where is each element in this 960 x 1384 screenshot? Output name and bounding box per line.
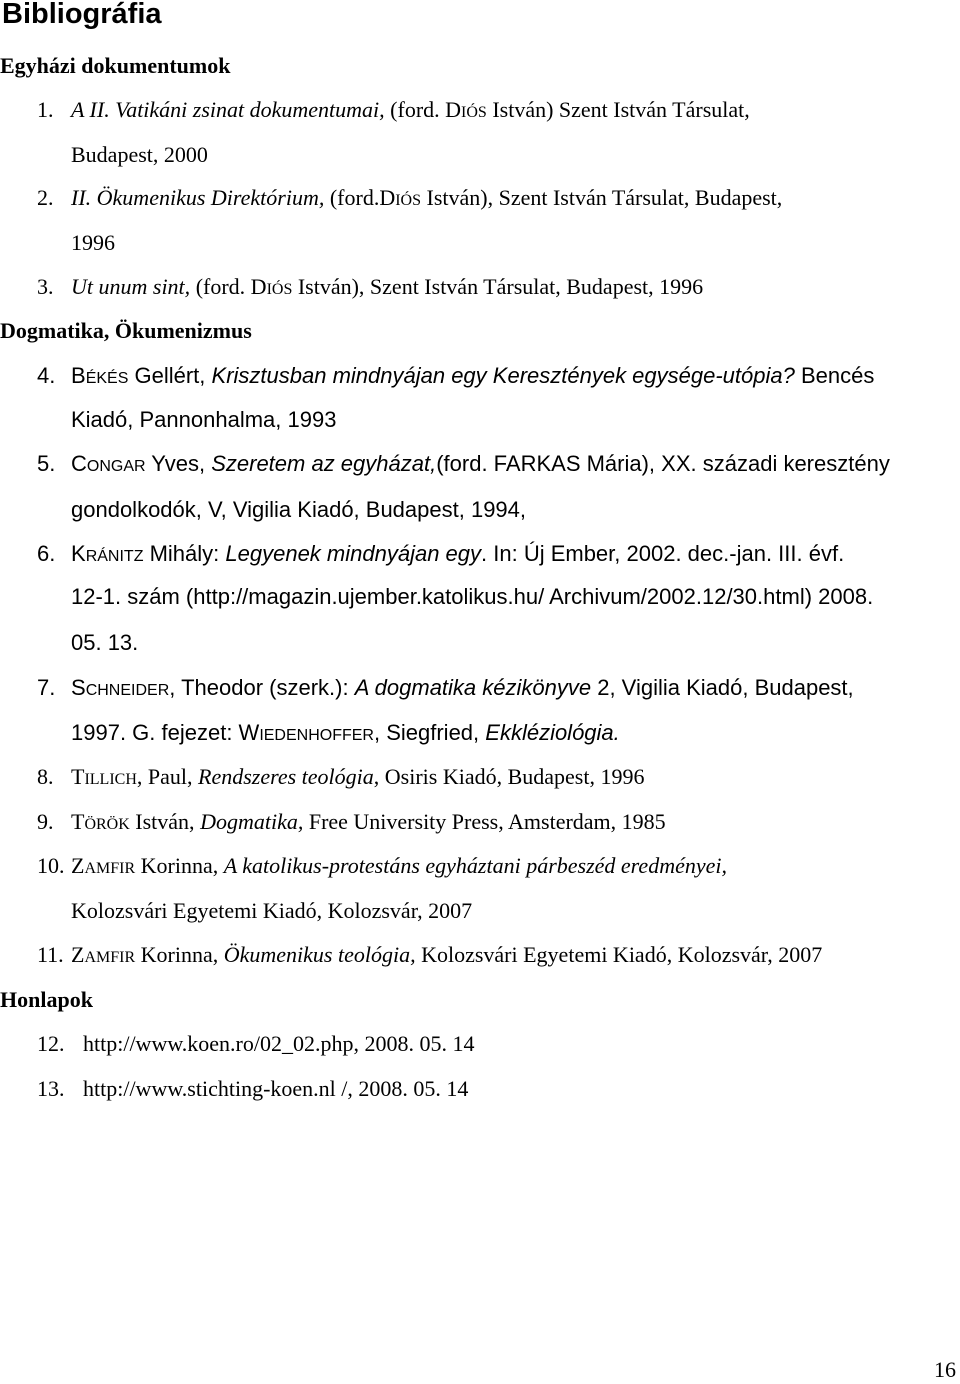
text-run: 05. 13. bbox=[71, 630, 139, 655]
entry-link-text bbox=[83, 1030, 475, 1058]
author-smallcaps-run: ÉKÉS bbox=[85, 370, 129, 387]
entry-text-line bbox=[71, 273, 703, 304]
text-run: C bbox=[71, 451, 87, 476]
entry-number: 8. bbox=[37, 764, 54, 789]
title-italic-run: Szeretem az egyházat, bbox=[211, 451, 437, 476]
title-italic-run: Ekkléziológia. bbox=[485, 720, 620, 745]
entry-number: 2. bbox=[37, 185, 54, 210]
text-run: T bbox=[71, 809, 85, 834]
entry-text-line bbox=[71, 674, 854, 705]
section-heading-websites: Honlapok bbox=[0, 987, 93, 1012]
author-smallcaps-run: AMFIR bbox=[84, 860, 136, 877]
entry-text-line bbox=[71, 897, 472, 925]
entry-text-line bbox=[71, 450, 890, 481]
title-italic-run: A dogmatika kézikönyve bbox=[354, 675, 592, 700]
author-smallcaps-run: CHNEIDER bbox=[85, 682, 170, 699]
text-run: Z bbox=[71, 942, 85, 967]
text-run: Free University Press, Amsterdam, 1985 bbox=[303, 809, 666, 834]
entry-text-line bbox=[71, 96, 750, 127]
text-run: (ford. bbox=[190, 274, 251, 299]
text-run: (ford. bbox=[384, 97, 446, 122]
text-run: 12-1. szám (http://magazin.ujember.katolikus.hu/ Archivum/2002.12/30.html) 2008. bbox=[71, 584, 874, 609]
text-run: Z bbox=[71, 853, 85, 878]
text-run: Budapest, 2000 bbox=[71, 142, 208, 167]
text-run: Korinna, bbox=[135, 942, 224, 967]
entry-number: 7. bbox=[37, 675, 56, 700]
title-italic-run: Ut unum sint, bbox=[71, 274, 191, 299]
author-smallcaps-run: RÁNITZ bbox=[85, 548, 144, 565]
text-run: B bbox=[71, 363, 86, 388]
text-run: D bbox=[250, 274, 267, 299]
title-italic-run: Krisztusban mindnyájan egy Keresztények egysége-utópia? bbox=[211, 363, 795, 388]
text-run: István, bbox=[129, 809, 201, 834]
text-run: T bbox=[71, 764, 85, 789]
text-run: Bencés bbox=[794, 363, 875, 388]
text-run: (ford. FARKAS Mária), XX. századi keresztény bbox=[436, 451, 890, 476]
entry-text-line bbox=[71, 184, 782, 215]
title-italic-run: A katolikus-protestáns egyháztani párbeszéd eredményei, bbox=[223, 853, 727, 878]
text-run: . In: Új Ember, 2002. dec.-jan. III. évf. bbox=[481, 541, 845, 566]
text-run: , Paul, bbox=[136, 764, 199, 789]
entry-number: 13. bbox=[37, 1076, 65, 1101]
text-run: , Osiris Kiadó, Budapest, 1996 bbox=[373, 764, 645, 789]
entry-number: 9. bbox=[37, 809, 54, 834]
author-smallcaps-run: ONGAR bbox=[86, 458, 146, 475]
title-italic-run: II. Ökumenikus Direktórium, bbox=[71, 185, 325, 210]
entry-number: 11. bbox=[37, 942, 64, 967]
title-italic-run: Dogmatika, bbox=[200, 809, 304, 834]
entry-text-line bbox=[71, 362, 874, 393]
entry-number: 10. bbox=[37, 853, 65, 878]
text-run: S bbox=[71, 675, 86, 700]
entry-text-line bbox=[71, 763, 644, 794]
section-heading-church-documents: Egyházi dokumentumok bbox=[0, 53, 231, 78]
text-run: K bbox=[71, 541, 86, 566]
author-smallcaps-run: ILLICH bbox=[84, 771, 137, 788]
text-run: http://www.stichting-koen.nl /, 2008. 05. 14 bbox=[83, 1076, 469, 1101]
entry-text-line bbox=[71, 540, 844, 571]
entry-text-line bbox=[71, 583, 873, 611]
entry-text-line bbox=[71, 229, 115, 257]
text-run: 1997. G. fejezet: W bbox=[71, 720, 260, 745]
entry-number: 4. bbox=[37, 363, 56, 388]
section-heading-dogmatics: Dogmatika, Ökumenizmus bbox=[0, 318, 252, 343]
text-run: István) Szent István Társulat, bbox=[486, 97, 750, 122]
text-run: Kolozsvári Egyetemi Kiadó, Kolozsvár, 2007 bbox=[71, 898, 473, 923]
author-smallcaps-run: ÖRÖK bbox=[84, 816, 130, 833]
entry-number: 3. bbox=[37, 274, 54, 299]
entry-text-line bbox=[71, 629, 138, 657]
entry-link-text bbox=[83, 1075, 468, 1103]
text-run: Mihály: bbox=[143, 541, 226, 566]
title-italic-run: Rendszeres teológia bbox=[198, 764, 374, 789]
text-run: D bbox=[379, 185, 396, 210]
title-italic-run: Legyenek mindnyájan egy bbox=[225, 541, 482, 566]
entry-text-line bbox=[71, 852, 727, 883]
text-run: Gellért, bbox=[128, 363, 212, 388]
author-smallcaps-run: IÓS bbox=[461, 104, 487, 121]
text-run: István), Szent István Társulat, Budapest, bbox=[421, 185, 783, 210]
title-italic-run: Ökumenikus teológia, bbox=[223, 942, 416, 967]
text-run: 1996 bbox=[71, 230, 115, 255]
author-smallcaps-run: IÓS bbox=[266, 281, 293, 298]
text-run: gondolkodók, V, Vigilia Kiadó, Budapest, 1994, bbox=[71, 497, 527, 522]
text-run: , Theodor (szerk.): bbox=[169, 675, 355, 700]
text-run: (ford. bbox=[324, 185, 380, 210]
entry-text-line bbox=[71, 719, 620, 750]
title-italic-run: A II. Vatikáni zsinat dokumentumai, bbox=[71, 97, 385, 122]
text-run: Kiadó, Pannonhalma, 1993 bbox=[71, 407, 337, 432]
text-run: 2, Vigilia Kiadó, Budapest, bbox=[591, 675, 854, 700]
author-smallcaps-run: IÓS bbox=[395, 192, 421, 209]
text-run: Kolozsvári Egyetemi Kiadó, Kolozsvár, 2007 bbox=[415, 942, 823, 967]
entry-text-line bbox=[71, 941, 822, 972]
page-number: 16 bbox=[934, 1357, 956, 1382]
entry-text-line bbox=[71, 406, 336, 434]
entry-text-line bbox=[71, 141, 208, 169]
entry-number: 1. bbox=[37, 97, 54, 122]
text-run: Yves, bbox=[145, 451, 212, 476]
entry-text-line bbox=[71, 496, 526, 524]
page-title: Bibliográfia bbox=[2, 0, 162, 30]
entry-number: 12. bbox=[37, 1031, 65, 1056]
entry-number: 5. bbox=[37, 451, 56, 476]
author-smallcaps-run: IEDENHOFFER bbox=[259, 727, 374, 744]
text-run: D bbox=[445, 97, 462, 122]
entry-text-line bbox=[71, 808, 666, 839]
text-run: http://www.koen.ro/02_02.php, 2008. 05. 14 bbox=[83, 1031, 475, 1056]
text-run: István), Szent István Társulat, Budapest, 1996 bbox=[292, 274, 704, 299]
author-smallcaps-run: AMFIR bbox=[84, 949, 136, 966]
text-run: Korinna, bbox=[135, 853, 224, 878]
entry-number: 6. bbox=[37, 541, 56, 566]
text-run: , Siegfried, bbox=[373, 720, 486, 745]
